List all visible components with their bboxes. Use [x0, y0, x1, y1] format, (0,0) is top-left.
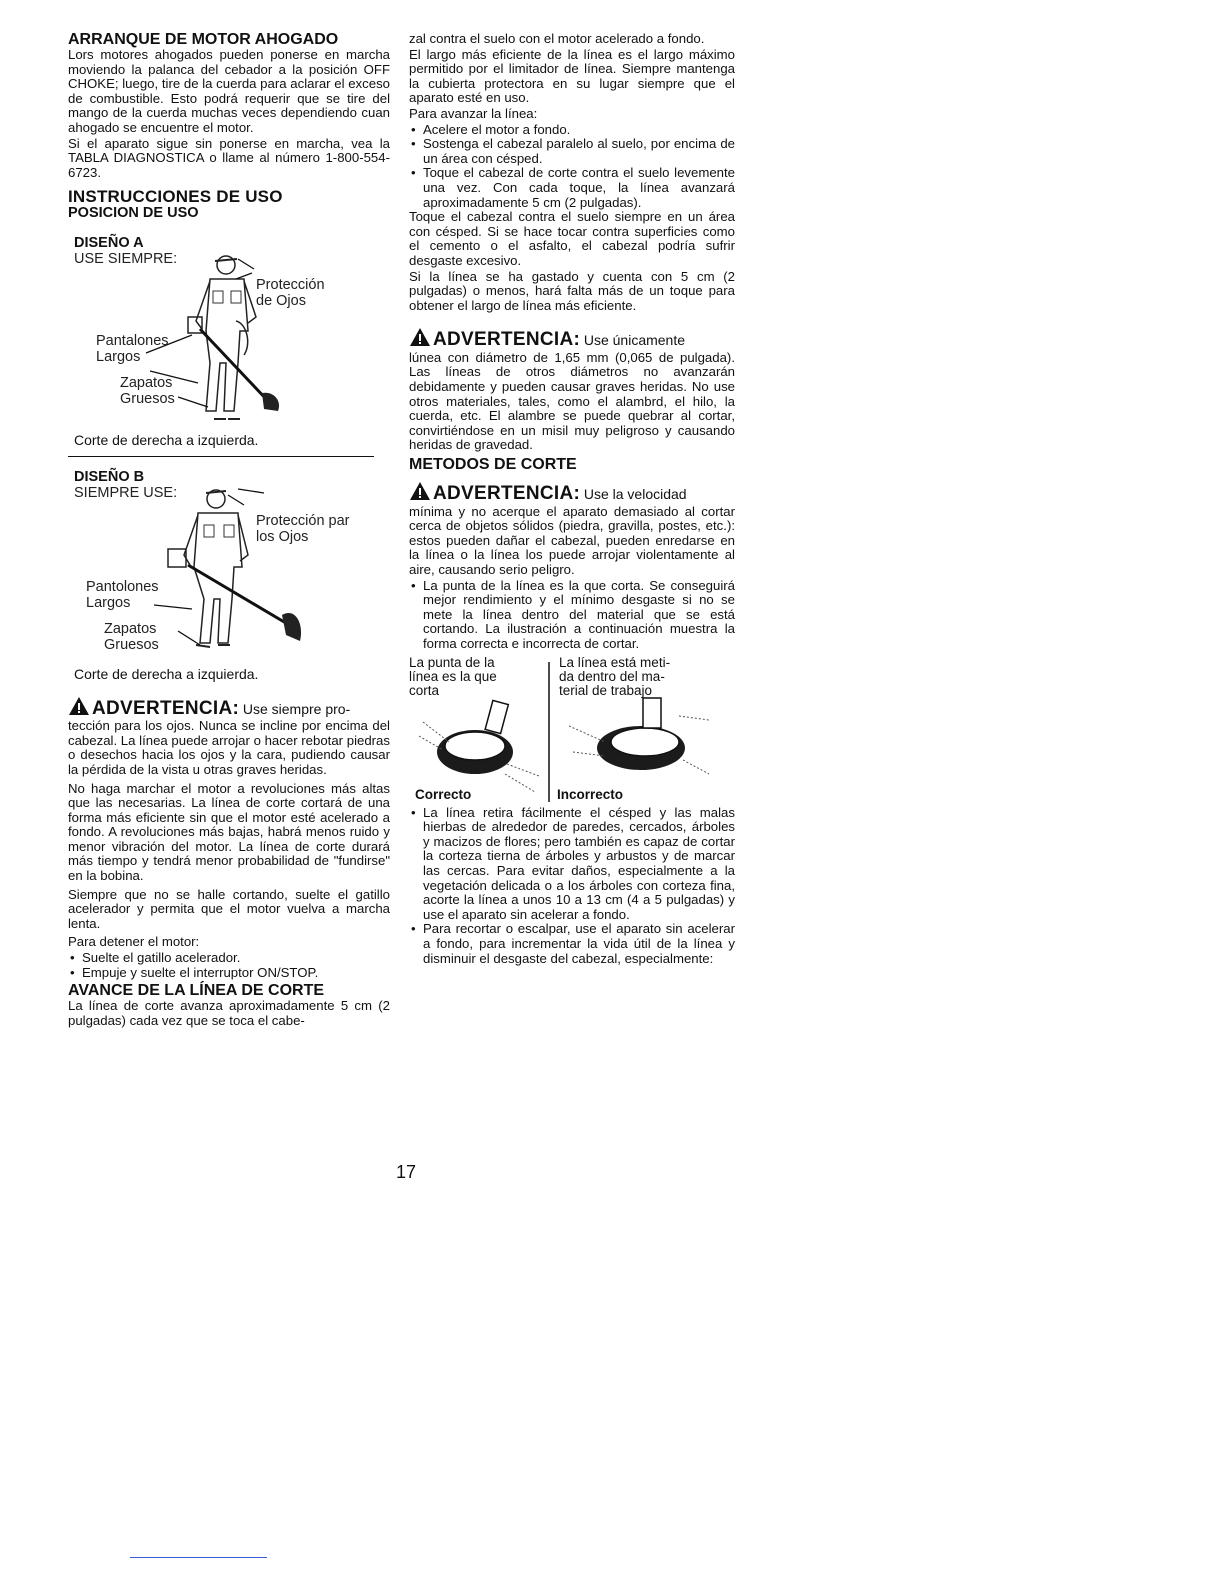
design-b-use-label: SIEMPRE USE: — [74, 484, 178, 501]
left-column — [68, 32, 390, 1029]
design-b-eye-label-1: Protección par — [256, 512, 350, 529]
warning-body: tección para los ojos. Nunca se incline por encima del cabezal. La línea puede arrojar o hacer rebotar piedras o desechos hacia los ojos y la cara, pudiendo causar la pérdida de la vista u otras graves heridas. — [68, 718, 390, 777]
design-b-shoes-label-1: Zapatos — [104, 620, 157, 637]
paragraph-worn-line: Si la línea se ha gastado y cuenta con 5 cm (2 pulgadas) o menos, hará falta más de un toque para obtener el largo de línea más eficiente. — [409, 268, 735, 313]
warning-speed — [409, 481, 735, 505]
correct-caption: Correcto — [415, 786, 472, 802]
design-b-shoes-label-2: Gruesos — [104, 636, 159, 653]
warning-heading: ADVERTENCIA: — [433, 329, 581, 351]
warning-heading: ADVERTENCIA: — [92, 697, 240, 719]
warning-triangle-icon — [68, 696, 90, 720]
correct-label-3: corta — [409, 682, 440, 698]
correct-label-1: La punta de la — [409, 654, 495, 670]
incorrect-caption: Incorrecto — [557, 786, 624, 802]
warning-lead: Use la velocidad — [583, 486, 687, 503]
list-item: • Toque el cabezal de corte contra el suelo levemente una vez. Con cada toque, la línea avanzará aproximadamente 5 cm (2 pulgadas). — [409, 166, 735, 210]
incorrect-label-3: terial de trabajo — [559, 682, 653, 698]
warning-body: lúnea con diámetro de 1,65 mm (0,065 de pulgada). Las líneas de otros diámetros no avanzarán debidamente y pueden causar graves heridas. No use otros materiales, tales, como el alambrd, el hilo, la cuerda, etc. El alambre se puede quebrar al cortar, convirtiéndose en un misil muy peligroso y causando heridas de gravedad. — [409, 349, 735, 453]
paragraph-diagnostic: Si el aparato sigue sin ponerse en marcha, vea la TABLA DIAGNOSTICA o llame al número 1-800-554-6723. — [68, 135, 390, 180]
cutting-comparison-figure — [409, 656, 735, 806]
stop-engine-list — [68, 951, 390, 980]
design-a-eye-label-1: Protección — [256, 277, 325, 294]
paragraph-stop-engine: Para detener el motor: — [68, 934, 200, 950]
list-item: • Suelte el gatillo acelerador. — [68, 951, 390, 966]
incorrect-label-2: da dentro del ma- — [559, 668, 665, 684]
design-a-use-label: USE SIEMPRE: — [74, 251, 178, 268]
advance-line-list — [409, 123, 735, 211]
paragraph-tap-grass: Toque el cabezal contra el suelo siempre en un área con césped. Si se hace tocar contra superficies como el cemento o el asfalto, el cabezal podría sufrir desgaste excesivo. — [409, 209, 735, 268]
section-title-instructions: INSTRUCCIONES DE USO — [68, 187, 283, 207]
design-b-eye-label-2: los Ojos — [256, 528, 309, 545]
design-b-title: DISEÑO B — [74, 468, 145, 485]
design-a-shoes-label-1: Zapatos — [120, 375, 173, 392]
warning-body: mínima y no acerque el aparato demasiado al cortar cerca de objetos sólidos (piedra, gravilla, postes, etc.): estos pueden dañar el cabezal, pueden enredarse en la línea o la línea los puede arrojar violentamente al aire, causando serio peligro. — [409, 503, 735, 577]
list-item: • Sostenga el cabezal paralelo al suelo, por encima de un área con césped. — [409, 137, 735, 166]
list-item: • La línea retira fácilmente el césped y las malas hierbas de alrededor de paredes, cercados, árboles y macizos de flores; pero también es capaz de cortar la corteza tierna de árboles y arbustos y de marcar las cercas. Para evitar daños, especialmente a la vegetación delicada o a los árboles con corteza fina, acorte la línea a unos 10 a 13 cm (4 a 5 pulgadas) y use el aparato sin acelerar a fondo. — [409, 806, 735, 923]
list-item: • La punta de la línea es la que corta. Se conseguirá mejor rendimiento y el mínimo desgaste si no se mete la línea dentro del material que se está cortando. La ilustración a continuación muestra la forma correcta e incorrecta de cortar. — [409, 579, 735, 652]
section-title-flooded-engine: ARRANQUE DE MOTOR AHOGADO — [68, 31, 339, 48]
list-item: • Para recortar o escalpar, use el aparato sin acelerar a fondo, para incrementar la vida útil de la línea y disminuir el desgaste del cabezal, especialmente: — [409, 922, 735, 966]
section-subtitle-position: POSICION DE USO — [68, 205, 199, 222]
warning-lead: Use siempre pro- — [242, 700, 351, 717]
design-b-figure — [68, 485, 390, 663]
warning-lead: Use únicamente — [583, 332, 686, 349]
design-a-pants-label-1: Pantalones — [96, 333, 169, 350]
design-b-pants-label-1: Pantolones — [86, 578, 159, 595]
page-number: 17 — [396, 1162, 417, 1182]
section-title-cutting-methods: METODOS DE CORTE — [409, 456, 577, 474]
warning-heading: ADVERTENCIA: — [433, 483, 581, 505]
cutting-methods-list-1 — [409, 579, 735, 652]
correct-label-2: línea es la que — [409, 668, 497, 684]
incorrect-label-1: La línea está meti- — [559, 654, 671, 670]
design-a-pants-label-2: Largos — [96, 349, 141, 366]
paragraph-rpm: No haga marchar el motor a revoluciones más altas que las necesarias. La línea de corte cortará de una forma más eficiente sin que el motor esté acelerado a fondo. A revoluciones más bajas, habrá menos ruido y menor vibración del motor. La línea de corte durará más tiempo y tendrá menor probabilidad de "fundirse" en la bobina. — [68, 780, 390, 884]
paragraph-line-advance: La línea de corte avanza aproximadamente 5 cm (2 pulgadas) cada vez que se toca el cabe- — [68, 998, 390, 1028]
list-item: • Acelere el motor a fondo. — [409, 123, 735, 138]
right-column — [409, 32, 735, 966]
design-a-caption: Corte de derecha a izquierda. — [74, 432, 259, 449]
warning-triangle-icon — [409, 481, 431, 505]
paragraph-line-length: El largo más eficiente de la línea es el largo máximo permitido por el limitador de línea. Siempre mantenga la cubierta protectora en su lugar siempre que el aparato esté en uso. — [409, 46, 735, 106]
design-a-eye-label-2: de Ojos — [256, 293, 306, 310]
cutting-methods-list-2 — [409, 806, 735, 967]
warning-line-diameter — [409, 327, 735, 351]
paragraph-flooded-engine: Lors motores ahogados pueden ponerse en marcha moviendo la palanca del cebador a la posición OFF CHOKE; luego, tire de la cuerda para aclarar el exceso de combustible. Esto podrá requerir que se tire del mango de la cuerda muchas veces dependiendo cuan ahogado se encuentre el motor. — [68, 47, 390, 135]
footer-rule — [130, 1557, 267, 1558]
design-a-title: DISEÑO A — [74, 235, 144, 252]
paragraph-advance-line: Para avanzar la línea: — [409, 105, 538, 121]
design-a-shoes-label-2: Gruesos — [120, 391, 175, 408]
warning-triangle-icon — [409, 327, 431, 351]
section-title-line-advance: AVANCE DE LA LÍNEA DE CORTE — [68, 982, 325, 1000]
design-b-pants-label-2: Largos — [86, 594, 131, 611]
warning-eye-protection — [68, 696, 390, 720]
design-b-caption: Corte de derecha a izquierda. — [74, 665, 259, 682]
list-item: • Empuje y suelte el interruptor ON/STOP. — [68, 966, 390, 981]
paragraph-continued: zal contra el suelo con el motor acelerado a fondo. — [409, 31, 705, 46]
divider — [68, 456, 374, 457]
design-a-figure — [68, 251, 390, 429]
paragraph-release-trigger: Siempre que no se halle cortando, suelte el gatillo acelerador y permita que el motor vuelva a marcha lenta. — [68, 886, 390, 931]
